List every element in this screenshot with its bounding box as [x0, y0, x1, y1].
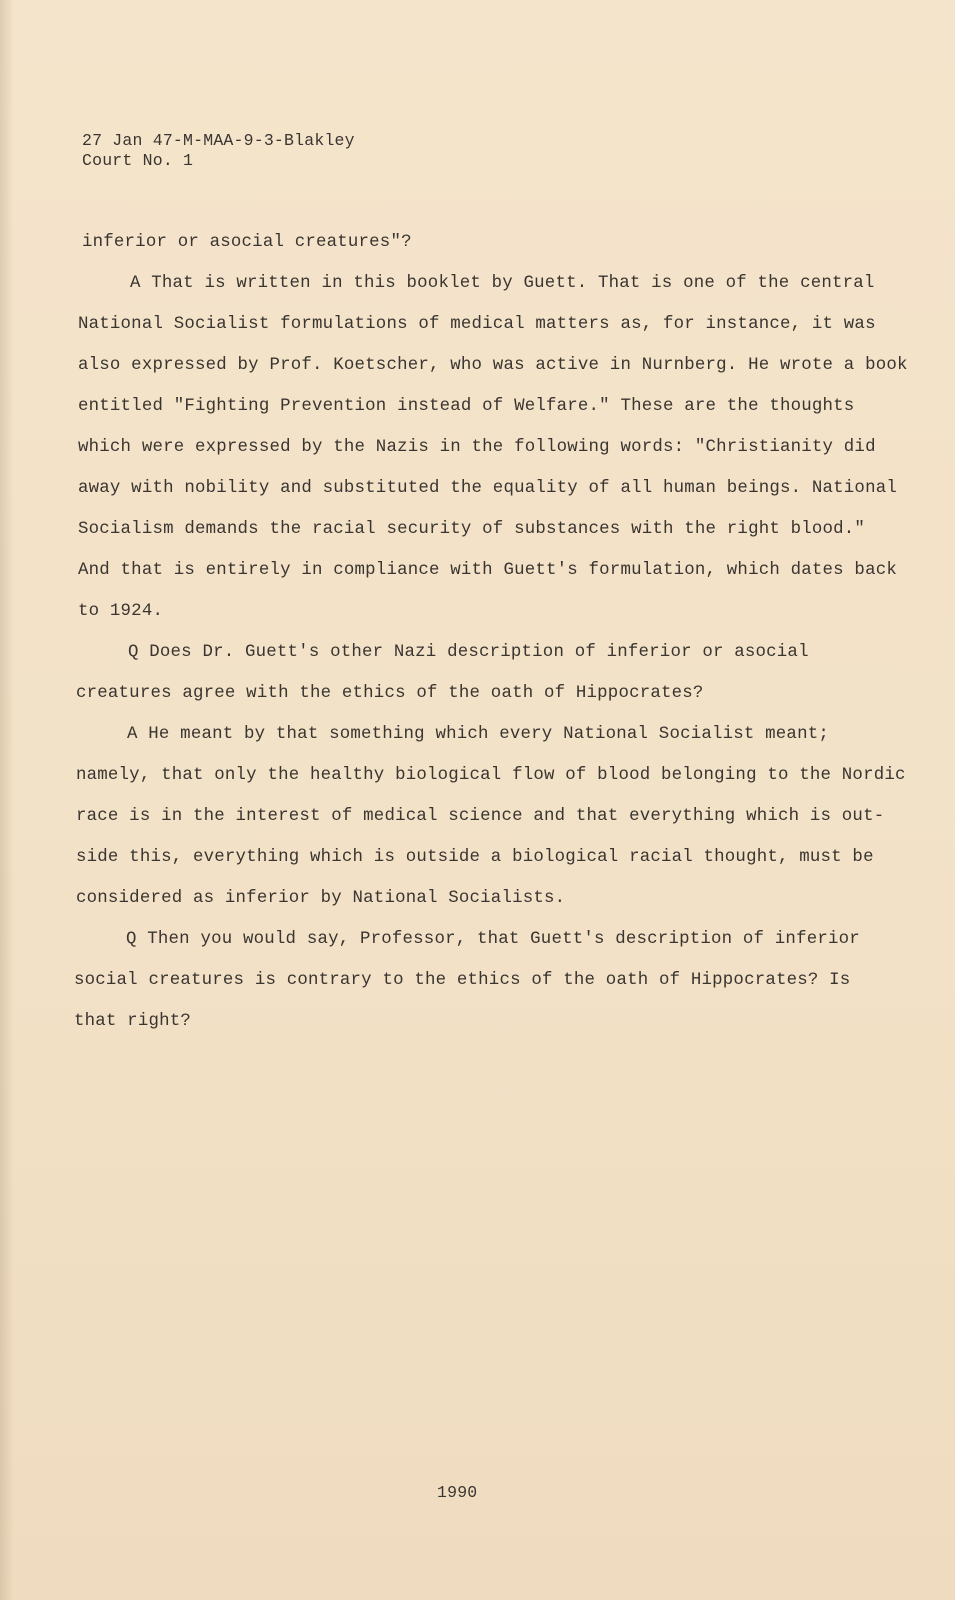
text-line: which were expressed by the Nazis in the following words: "Christianity did	[78, 438, 876, 457]
answer-line: A He meant by that something which every National Socialist meant;	[127, 725, 829, 744]
text-line: side this, everything which is outside a biological racial thought, must be	[76, 848, 874, 867]
text-line: Socialism demands the racial security of substances with the right blood."	[78, 520, 866, 539]
text-line: considered as inferior by National Socialists.	[76, 889, 566, 908]
question-line: Q Does Dr. Guett's other Nazi description of inferior or asocial	[128, 643, 809, 662]
text-line: inferior or asocial creatures"?	[82, 233, 412, 252]
text-line: that right?	[74, 1012, 191, 1031]
text-line: also expressed by Prof. Koetscher, who was active in Nurnberg. He wrote a book	[78, 356, 908, 375]
text-line: entitled "Fighting Prevention instead of Welfare." These are the thoughts	[78, 397, 855, 416]
text-line: And that is entirely in compliance with Guett's formulation, which dates back	[78, 561, 897, 580]
question-line: Q Then you would say, Professor, that Guett's description of inferior	[126, 930, 860, 949]
text-line: away with nobility and substituted the equality of all human beings. National	[78, 479, 897, 498]
text-line: to 1924.	[78, 602, 164, 621]
answer-line: A That is written in this booklet by Guett. That is one of the central	[130, 274, 875, 293]
text-line: social creatures is contrary to the ethics of the oath of Hippocrates? Is	[74, 971, 851, 990]
text-line: race is in the interest of medical science and that everything which is out-	[76, 807, 885, 826]
page-number: 1990	[437, 1483, 478, 1502]
text-line: namely, that only the healthy biological flow of blood belonging to the Nordic	[76, 766, 906, 785]
header-court: Court No. 1	[82, 151, 194, 170]
header-reference: 27 Jan 47-M-MAA-9-3-Blakley	[82, 131, 355, 150]
text-line: National Socialist formulations of medical matters as, for instance, it was	[78, 315, 876, 334]
text-line: creatures agree with the ethics of the oath of Hippocrates?	[76, 684, 704, 703]
page-edge-shadow	[0, 0, 14, 1600]
